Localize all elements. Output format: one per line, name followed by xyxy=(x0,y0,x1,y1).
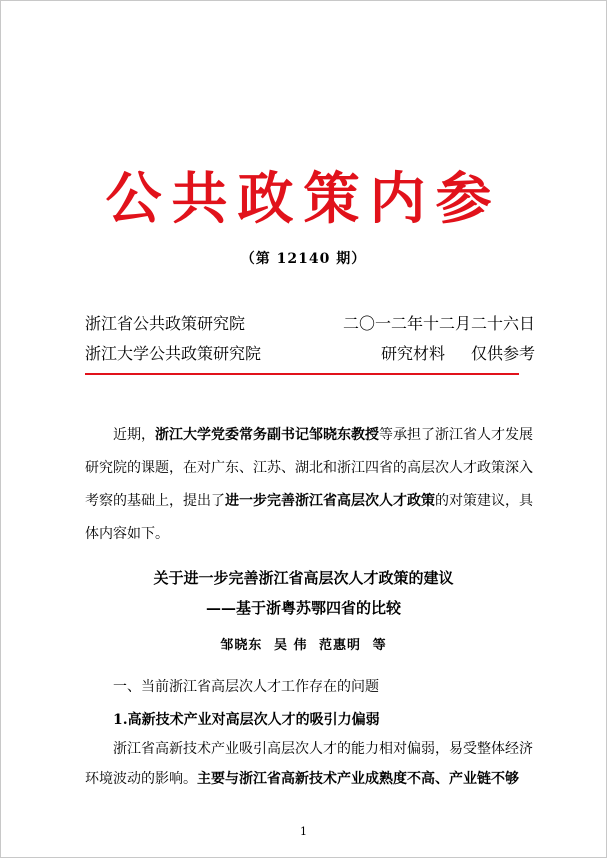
classification-tags xyxy=(355,344,535,364)
publisher-org-2: 浙江大学公共政策研究院 xyxy=(85,344,262,363)
article-subtitle: ——基于浙粤苏鄂四省的比较 xyxy=(205,599,401,617)
issue-number: （第 12140 期） xyxy=(240,251,367,267)
intro-highlight-1: 浙江大学党委常务副书记邹晓东教授 xyxy=(155,427,379,443)
author-1: 邹晓东 xyxy=(220,638,263,653)
body-paragraph xyxy=(85,734,533,794)
intro-highlight-2: 进一步完善浙江省高层次人才政策 xyxy=(225,493,435,509)
page-number: 1 xyxy=(300,825,307,838)
article-authors xyxy=(1,634,606,653)
author-3: 范惠明 xyxy=(319,638,362,653)
intro-text-3: 的对策建议，具体内容如下。 xyxy=(85,493,533,542)
author-2: 吴 伟 xyxy=(273,638,308,653)
article-title: 关于进一步完善浙江省高层次人才政策的建议 xyxy=(153,569,454,587)
masthead-title: 公共政策内参 xyxy=(105,166,502,232)
header-divider xyxy=(85,373,519,375)
author-etal: 等 xyxy=(372,638,387,653)
body-text-bold: 主要与浙江省高新技术产业成熟度不高、产业链不够 xyxy=(197,771,519,787)
tag-for-reference: 仅供参考 xyxy=(470,344,535,363)
intro-text-1: 近期， xyxy=(113,427,155,443)
tag-research-material: 研究材料 xyxy=(380,344,445,363)
publish-date: 二〇一二年十二月二十六日 xyxy=(342,314,535,333)
publisher-org-1: 浙江省公共政策研究院 xyxy=(85,314,246,333)
intro-text-2: 等承担了浙江省人才发展研究院的课题，在对广东、江苏、湖北和浙江四省的高层次人才政策深入考察的基础上，提出了 xyxy=(85,427,533,509)
subsection-heading-1: 1.高新技术产业对高层次人才的吸引力偏弱 xyxy=(113,712,380,728)
section-heading-1: 一、当前浙江省高层次人才工作存在的问题 xyxy=(113,679,379,695)
intro-paragraph xyxy=(85,419,533,551)
body-text: 浙江省高新技术产业吸引高层次人才的能力相对偏弱，易受整体经济环境波动的影响。 xyxy=(85,741,533,787)
